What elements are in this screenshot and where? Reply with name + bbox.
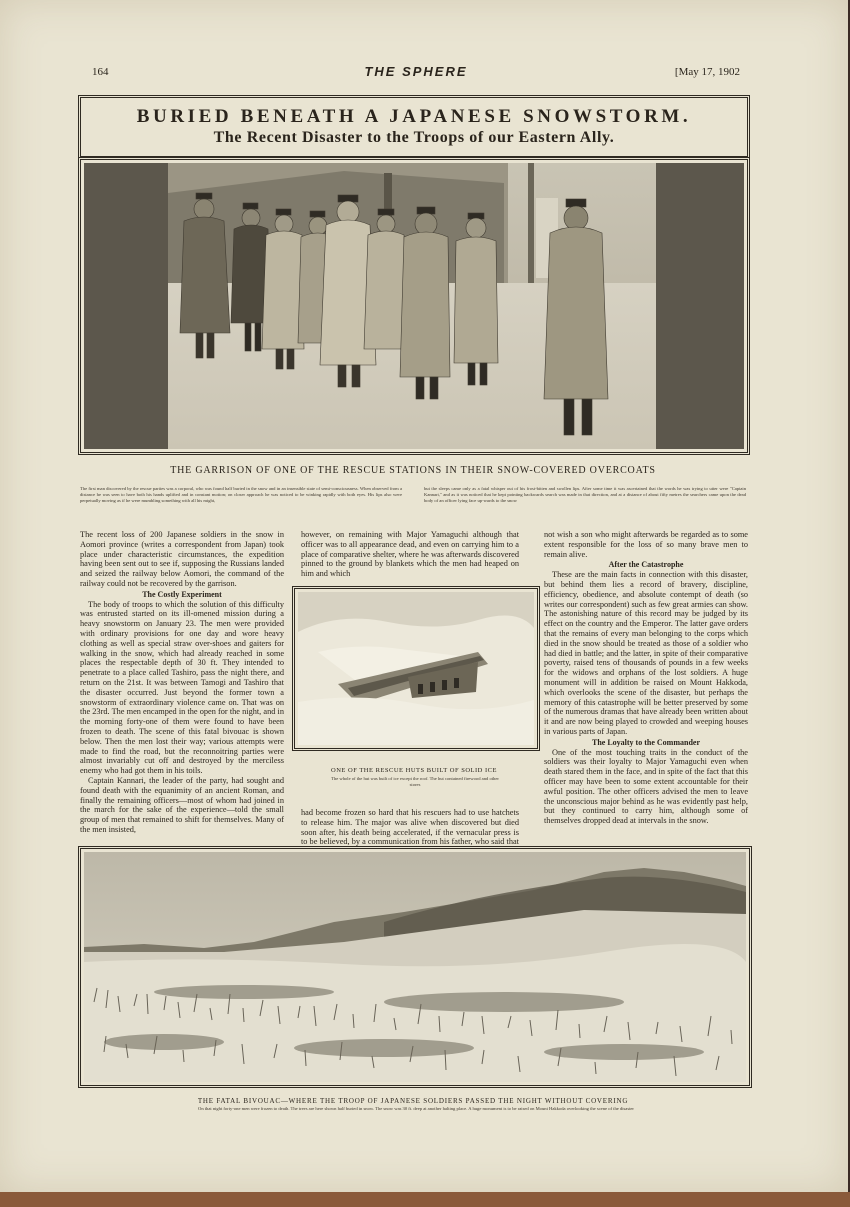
article-paragraph: not wish a son who might afterwards be regarded as to some extent responsible for the loss of so many brave men to remain alive. [544,530,748,559]
article-column-1 [80,530,284,835]
article-paragraph: had become frozen so hard that his rescuers had to use hatchets to release him. The major was alive when discovered but died soon after, his death being accelerated, if the vernacular press is to be believed, by a communication from his father, who said that [301,808,519,847]
article-paragraph: however, on remaining with Major Yamaguchi although that officer was to all appearance dead, and even on carrying him to a place of comparative shelter, where he was afterwards discovered pinned to the ground by blankets which the men had heaped on him and which [301,530,519,579]
headline: BURIED BENEATH A JAPANESE SNOWSTORM. [136,106,692,127]
top-photo-caption: THE GARRISON OF ONE OF THE RESCUE STATIONS IN THEIR SNOW-COVERED OVERCOATS [170,465,656,476]
ice-hut-caption: ONE OF THE RESCUE HUTS BUILT OF SOLID ICE [331,767,497,774]
bivouac-subcaption: On that night forty-one men were frozen to death. The trees are here shown half buried in snow. The snow was 30 ft. deep at another halting place. A huge monument is to be raised on Mount Hakkoda overlooking the scene of the disaster [198,1106,634,1111]
article-paragraph: Captain Kannari, the leader of the party, had sought and found death with the equanimity of an ancient Roman, and finally the remaining officers—most of whom had joined in the march for the sake of the experience—told the small group of men that remained to shift for themselves. Many of the men insisted, [80,775,284,834]
article-column-3 [544,530,748,826]
article-paragraph: These are the main facts in connection with this disaster, but behind them lies a record of bravery, discipline, efficiency, obedience, and absolute contempt of death (so writes our correspondent) such as few great armies can show. The astonishing nature of this record may be judged by its effect on the country and the Emperor. The latter gave orders that the remains of every man belonging to the corps which died in the snow should be treated as those of a soldier who had died in battle; and the latter, in spite of their comparative poverty, raised tens of thousands of pounds in a few weeks for the widows and orphans of the lost soldiers. A huge monument will in addition be raised on Mount Hakkoda, which overlooks the scene of the disaster, but perhaps the memory of this catastrophe will be better preserved by some of the numerous dramas that have already been written about it and are now being played to crowded and weeping houses in various parts of Japan. [544,570,748,736]
running-head [92,64,740,80]
article-column-2 [301,530,519,579]
subheadline: The Recent Disaster to the Troops of our Eastern Ally. [213,129,615,146]
masthead: THE SPHERE [364,64,468,79]
bivouac-photo [78,846,752,1088]
page-number: 164 [92,66,109,78]
subhead-costly-experiment: The Costly Experiment [142,589,222,599]
top-photo-subcaption-right: but the sleeps came only as a fatal whisper out of his frost-bitten and swollen lips. After some time it was ascertained that the words he was trying to utter were "Captain Kannari," and as it was noticed that he kept pointing backwards search was made in that direction, and at a distance of about fifty metres the searchers came upon the dead body of an officer lying face up-wards to the snow [424,486,746,503]
subhead-loyalty: The Loyalty to the Commander [592,737,700,747]
bivouac-caption: THE FATAL BIVOUAC—WHERE THE TROOP OF JAPANESE SOLDIERS PASSED THE NIGHT WITHOUT COVERING [197,1097,629,1105]
article-paragraph: The recent loss of 200 Japanese soldiers in the snow in Aomori province (writes a correspondent from Japan) took place under characteristic circumstances, the expedition having been sent out to see if, supposing the Russians landed and seized the railway below Aomori, the command of the railway could not be recovered by the garrison. [80,530,284,588]
subhead-after-catastrophe: After the Catastrophe [608,560,684,570]
top-photo-subcaption-left: The first man discovered by the rescue parties was a corporal, who was found half buried in the snow and in an insensible state of semi-consciousness. When observed from a distance he was seen to have both his hands uplifted and in constant motion; on closer approach he was noticed to be winking rapidly with both eyes. His lips also were perpetually moving as if he were mumbling something with all his might, [80,486,402,503]
article-paragraph: One of the most touching traits in the conduct of the soldiers was their loyalty to Major Yamaguchi even when death stared them in the face, and in spite of the fact that this officer may have been to some extent accountable for their awful position. The other officers advised the men to leave the unconscious major behind as he was evidently past help, but they continued to carry him, although some of themselves dropped dead at intervals in the snow. [544,747,748,826]
page-edge [0,1192,850,1207]
garrison-photo [78,157,750,455]
headline-box [78,95,750,159]
issue-date: [May 17, 1902 [674,66,740,78]
ice-hut-subcaption: The whole of the hut was built of ice except the roof. The hut contained firewood and other stores [331,776,499,787]
article-paragraph: The body of troops to which the solution of this difficulty was entrusted started on its ill-omened mission during a heavy snowstorm on January 23. The men were provided with ordinary provisions for one day and wore heavy clothing as well as special straw over-shoes and gaiters for walking in the snow, which had already reached in some places the respectable depth of 30 ft. They intended to penetrate to a place called Tashiro, pass the night there, and return on the 21st. It was between Tamogi and Tashiro that the disaster occurred. Just beyond the former town a snowstorm of extraordinary violence came on. That was on the 23rd. The men encamped in the open for the night, and in the morning forty-one of them were found to have been frozen to death. The scene of this fatal bivouac is shown below. Then the men lost their way; various attempts were made to find the road, but the reconnoitring parties were almost invariably cut off and destroyed by the merciless enemy who had got them in his toils. [80,599,284,776]
ice-hut-photo [292,586,540,751]
